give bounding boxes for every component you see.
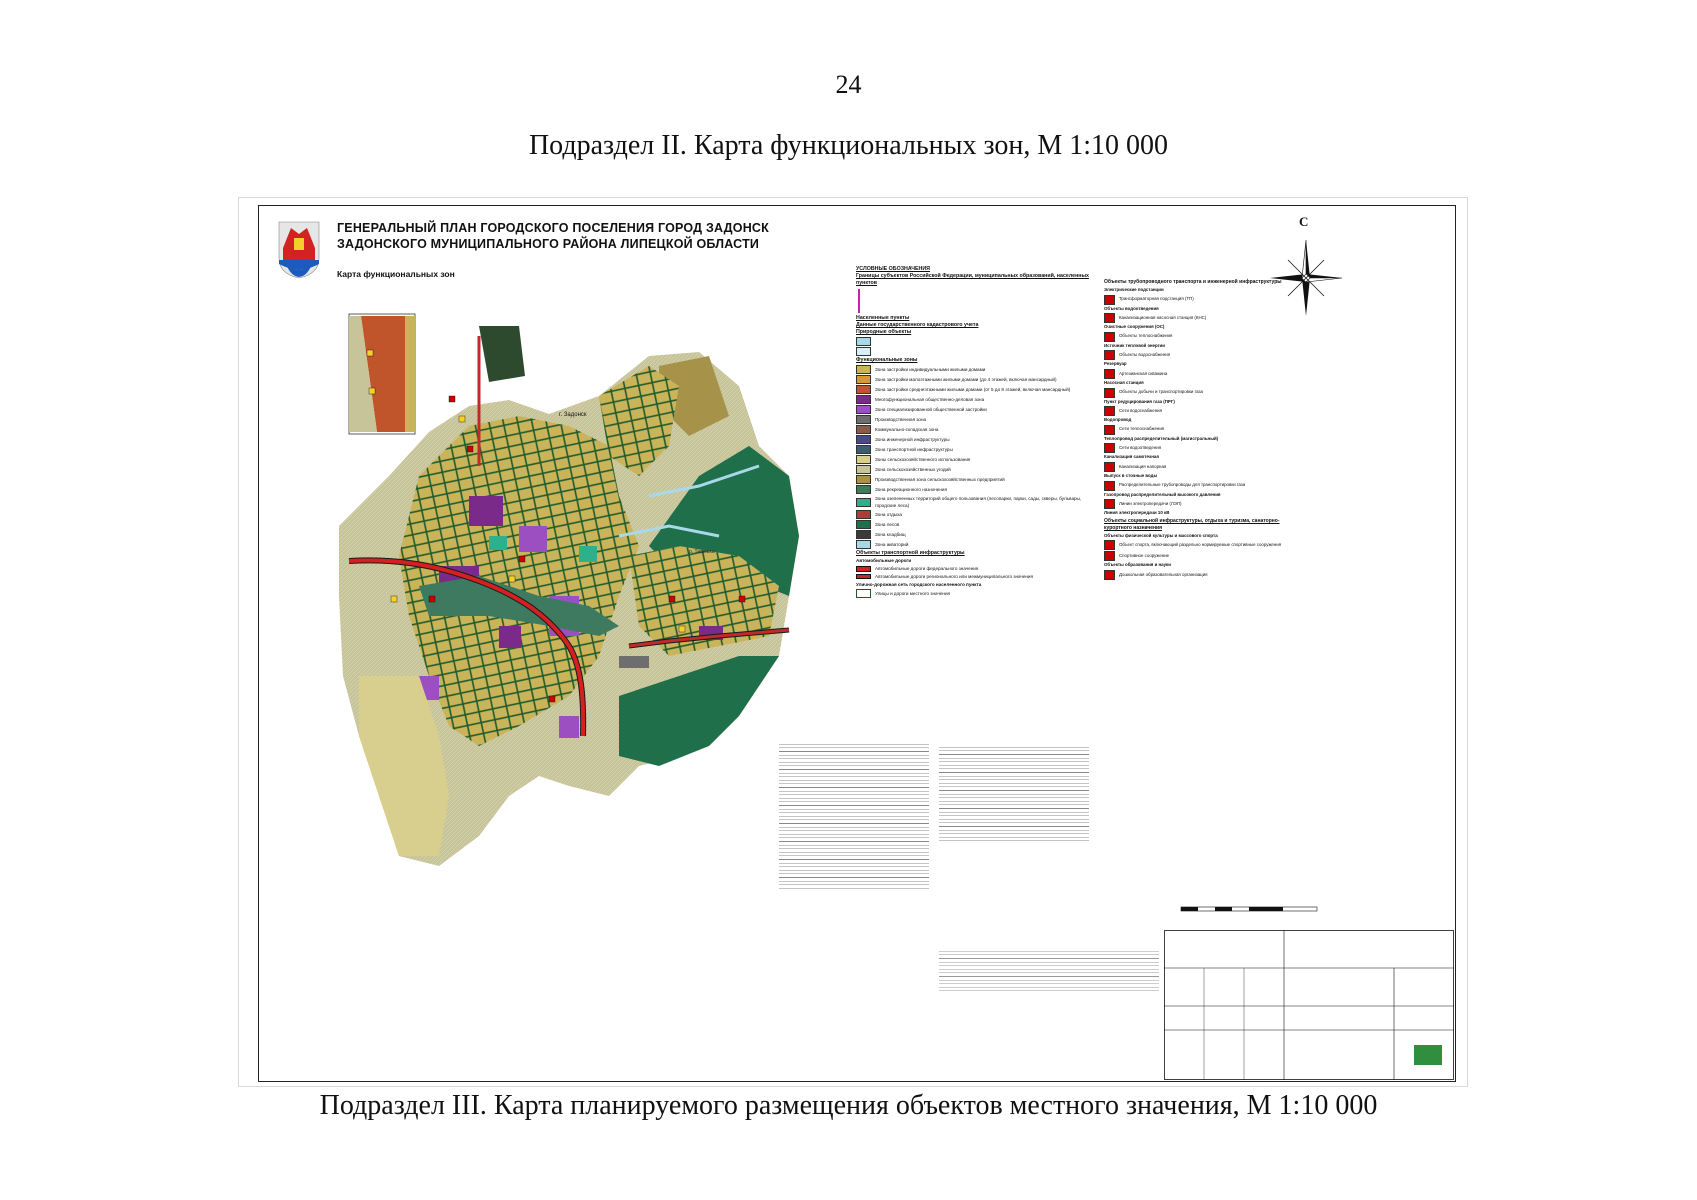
engineering-label: Водопровод: [1104, 417, 1132, 423]
engineering-label: Насосная станция: [1104, 379, 1144, 385]
zone-label: Зона инженерной инфраструктуры: [875, 437, 950, 442]
legend-row-road-federal: Автомобильные дороги федерального значения: [856, 565, 1096, 572]
zone-swatch: [856, 498, 871, 507]
engineering-marker-icon: [1104, 313, 1115, 323]
legend-social-row: [1104, 533, 1304, 540]
river-label: р. Тешевка: [689, 549, 715, 555]
legend-section-borders: Границы субъектов Российской Федерации, муниципальных образований, населенных пунктов: [856, 273, 1089, 286]
engineering-marker-icon: [1104, 425, 1115, 435]
legend-zone-row: [856, 395, 1096, 404]
zone-label: Зона кладбищ: [875, 532, 906, 537]
zone-label: Зоны сельскохозяйственного использования: [875, 457, 971, 462]
engineering-label: Сети водоснабжения: [1119, 407, 1162, 413]
legend-zone-row: [856, 425, 1096, 434]
legend-section-zones: Функциональные зоны: [856, 357, 918, 363]
social-label: Объекты образования и науки: [1104, 562, 1171, 568]
zone-swatch: [856, 425, 871, 434]
legend-engineering-row: [1104, 417, 1304, 424]
engineering-label: Канализационная насосная станция (КНС): [1119, 314, 1207, 320]
legend-section-settlements: Населенные пункты: [856, 315, 910, 321]
zone-label: Зона застройки малоэтажными жилыми домами (до 4 этажей, включая мансардный): [875, 377, 1057, 382]
legend-social-title: Объекты социальной инфраструктуры, отдыха и туризма, санаторно-курортного назначения: [1104, 517, 1280, 531]
legend-infrastructure: [1104, 279, 1304, 581]
engineering-label: Объекты добычи и транспортировки газа: [1119, 389, 1203, 395]
engineering-label: Канализация самотечная: [1104, 454, 1159, 460]
engineering-marker-icon: [1104, 462, 1115, 472]
engineering-label: Сети водоотведения: [1119, 445, 1162, 451]
zone-swatch: [856, 365, 871, 374]
engineering-label: Канализация напорная: [1119, 463, 1167, 469]
zone-swatch: [856, 540, 871, 549]
engineering-marker-icon: [1104, 481, 1115, 491]
social-list: [1104, 533, 1304, 580]
zone-swatch: [856, 415, 871, 424]
zone-swatch: [856, 385, 871, 394]
legend-engineering-row: [1104, 287, 1304, 294]
legend-engineering-row: [1104, 473, 1304, 480]
engineering-label: Объекты водоотведения: [1104, 305, 1159, 311]
zone-swatch: [856, 405, 871, 414]
engineering-label: Резервуар: [1104, 361, 1127, 367]
legend-engineering-row: [1104, 306, 1304, 313]
map-subtitle: Карта функциональных зон: [337, 269, 455, 279]
map-title-line-2: ЗАДОНСКОГО МУНИЦИПАЛЬНОГО РАЙОНА ЛИПЕЦКОЙ ОБЛАСТИ: [337, 237, 760, 251]
map-notes: [939, 948, 1159, 994]
legend-row-road-regional: Автомобильные дороги регионального или межмуниципального значения: [856, 573, 1096, 580]
zone-swatch: [856, 510, 871, 519]
engineering-label: Линия электропередачи 10 кВ: [1104, 510, 1170, 516]
engineering-label: Артезианская скважина: [1119, 370, 1168, 376]
zone-label: Зона транспортной инфраструктуры: [875, 447, 953, 452]
social-label: Дошкольная образовательная организация: [1119, 571, 1208, 577]
legend-zone-row: [856, 445, 1096, 454]
zone-swatch: [856, 475, 871, 484]
engineering-label: Пункт редуцирования газа (ПРГ): [1104, 398, 1175, 404]
engineering-label: Объекты водоснабжения: [1119, 352, 1171, 358]
zone-label: Зона застройки индивидуальными жилыми домами: [875, 367, 986, 372]
zone-swatch: [856, 465, 871, 474]
legend-social-row: [1104, 570, 1304, 580]
legend-engineering-row: [1104, 443, 1304, 453]
legend-social-row: [1104, 551, 1304, 561]
legend-engineering-row: [1104, 499, 1304, 509]
explication-column-1: [779, 741, 929, 889]
legend-zone-row: [856, 520, 1096, 529]
engineering-list: [1104, 287, 1304, 517]
engineering-label: Источник тепловой энергии: [1104, 342, 1165, 348]
legend-engineering-row: [1104, 380, 1304, 387]
legend-engineering-row: [1104, 388, 1304, 398]
engineering-marker-icon: [1104, 332, 1115, 342]
legend-engineering-row: [1104, 510, 1304, 517]
legend-zone-row: [856, 540, 1096, 549]
town-label: г. Задонск: [559, 412, 587, 418]
roads-title: Автомобильные дороги: [856, 558, 912, 563]
zone-label: Зона специализированной общественной застройки: [875, 407, 987, 412]
legend-section-nature: Природные объекты: [856, 329, 912, 335]
section-heading-functional-zones: Подраздел II. Карта функциональных зон, М 1:10 000: [528, 130, 1169, 161]
engineering-label: Объекты теплоснабжения: [1119, 333, 1173, 339]
engineering-label: Очистные сооружения (ОС): [1104, 324, 1165, 330]
zone-label: Производственная зона: [875, 417, 927, 422]
legend-zone-row: [856, 375, 1096, 384]
zone-swatch: [856, 445, 871, 454]
legend-zone-row: [856, 405, 1096, 414]
social-label: Объект спорта, включающий раздельно нормируемые спортивные сооружения: [1119, 542, 1282, 548]
legend-main: [856, 266, 1096, 599]
engineering-label: Распределительные трубопроводы для транспортировки газа: [1119, 482, 1246, 488]
zone-label: Производственная зона сельскохозяйственных предприятий: [875, 477, 1005, 482]
zone-label: Коммунально-складская зона: [875, 427, 939, 432]
engineering-marker-icon: [1104, 443, 1115, 453]
legend-zone-row: [856, 415, 1096, 424]
zone-label: Зона лесов: [875, 522, 900, 527]
zone-label: Зона рекреационного назначения: [875, 487, 947, 492]
zone-label: Зона сельскохозяйственных угодий: [875, 467, 951, 472]
street-network-label: Улично-дорожная сеть городского населенного пункта: [856, 582, 982, 587]
title-block-stamp: [1164, 930, 1454, 1080]
zone-list: [856, 365, 1096, 549]
legend-engineering-title: Объекты трубопроводного транспорта и инженерной инфраструктуры: [1104, 279, 1282, 285]
map-frame: [258, 205, 1456, 1082]
section-heading-planned-objects: Подраздел III. Карта планируемого размещения объектов местного значения, М 1:10 000: [319, 1090, 1378, 1121]
legend-zone-row: [856, 510, 1096, 519]
zone-swatch: [856, 375, 871, 384]
legend-zone-row: [856, 365, 1096, 374]
functional-zones-map: [319, 296, 859, 896]
legend-engineering-row: [1104, 492, 1304, 499]
legend-zone-row: [856, 485, 1096, 494]
legend-engineering-row: [1104, 462, 1304, 472]
social-marker-icon: [1104, 551, 1115, 561]
engineering-marker-icon: [1104, 369, 1115, 379]
zone-label: Зона акваторий: [875, 542, 909, 547]
legend-engineering-row: [1104, 369, 1304, 379]
legend-row-streets: Улицы и дороги местного значения: [856, 589, 1096, 598]
engineering-label: Газопровод распределительный высокого давления: [1104, 491, 1221, 497]
legend-social-row: [1104, 540, 1304, 550]
social-marker-icon: [1104, 540, 1115, 550]
legend-engineering-row: [1104, 343, 1304, 350]
map-title-line-1: ГЕНЕРАЛЬНЫЙ ПЛАН ГОРОДСКОГО ПОСЕЛЕНИЯ ГОРОД ЗАДОНСК: [337, 221, 769, 235]
legend-zone-row: [856, 495, 1096, 509]
legend-engineering-row: [1104, 425, 1304, 435]
legend-engineering-row: [1104, 399, 1304, 406]
page-number: 24: [835, 70, 862, 99]
explication-column-2: [939, 744, 1089, 844]
legend-zone-row: [856, 475, 1096, 484]
zone-label: Зона застройки среднеэтажными жилыми домами (от 5 до 8 этажей, включая мансардный): [875, 387, 1071, 392]
social-label: Спортивное сооружение: [1119, 553, 1170, 559]
legend-engineering-row: [1104, 361, 1304, 368]
legend-section-cadastre: Данные государственного кадастрового учета: [856, 322, 979, 328]
legend-engineering-row: [1104, 295, 1304, 305]
zone-swatch: [856, 455, 871, 464]
legend-engineering-row: [1104, 454, 1304, 461]
engineering-marker-icon: [1104, 295, 1115, 305]
legend-engineering-row: [1104, 481, 1304, 491]
legend-zone-row: [856, 435, 1096, 444]
engineering-label: Выпуск в сточные воды: [1104, 472, 1158, 478]
legend-social-row: [1104, 562, 1304, 569]
legend-engineering-row: [1104, 324, 1304, 331]
engineering-marker-icon: [1104, 499, 1115, 509]
engineering-label: Электрические подстанции: [1104, 287, 1164, 292]
legend-zone-row: [856, 385, 1096, 394]
social-marker-icon: [1104, 570, 1115, 580]
engineering-marker-icon: [1104, 388, 1115, 398]
zone-swatch: [856, 435, 871, 444]
zone-swatch: [856, 485, 871, 494]
inset-map: [349, 314, 415, 434]
zone-swatch: [856, 395, 871, 404]
map-title: [337, 220, 769, 252]
zone-label: Многофункциональная общественно-деловая зона: [875, 397, 985, 402]
legend-engineering-row: [1104, 313, 1304, 323]
zone-swatch: [856, 530, 871, 539]
zone-swatch: [856, 520, 871, 529]
social-label: Объекты физической культуры и массового спорта: [1104, 532, 1218, 538]
engineering-marker-icon: [1104, 406, 1115, 416]
zone-label: Зона отдыха: [875, 512, 902, 517]
scale-bar: [1179, 903, 1319, 917]
coat-of-arms-icon: [277, 220, 321, 280]
engineering-label: Линии электропередачи (ЛЭП): [1119, 500, 1182, 506]
legend-title: УСЛОВНЫЕ ОБОЗНАЧЕНИЯ: [856, 266, 930, 272]
legend-engineering-row: [1104, 436, 1304, 443]
engineering-marker-icon: [1104, 350, 1115, 360]
map-sheet: [238, 197, 1468, 1087]
legend-engineering-row: [1104, 350, 1304, 360]
north-letter: С: [1299, 214, 1309, 229]
legend-section-transport: Объекты транспортной инфраструктуры: [856, 550, 965, 556]
legend-zone-row: [856, 530, 1096, 539]
legend-zone-row: [856, 465, 1096, 474]
zone-label: Зона озелененных территорий общего пользования (лесопарки, парки, сады, скверы, бульвары, городские леса): [875, 496, 1082, 508]
engineering-label: Сети теплоснабжения: [1119, 426, 1165, 432]
engineering-label: Теплопровод распределительный (магистральный): [1104, 435, 1219, 441]
legend-engineering-row: [1104, 332, 1304, 342]
engineering-label: Трансформаторная подстанция (ТП): [1119, 296, 1194, 302]
legend-engineering-row: [1104, 406, 1304, 416]
legend-zone-row: [856, 455, 1096, 464]
